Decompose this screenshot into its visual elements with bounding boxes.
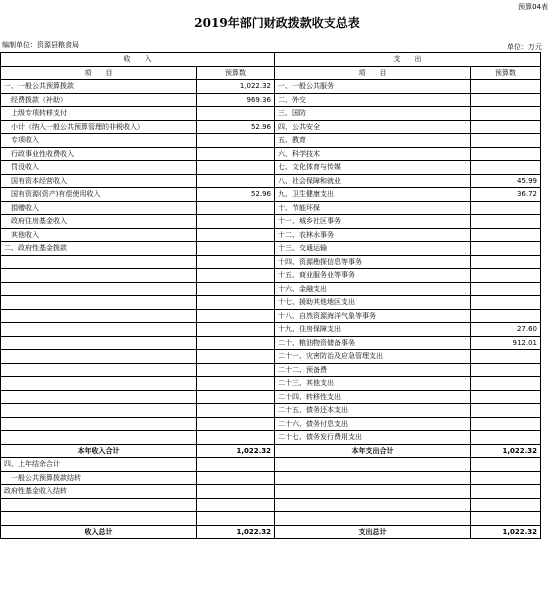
expense-item-cell: 十三、交通运输 bbox=[275, 242, 471, 256]
expense-item-cell bbox=[275, 512, 471, 526]
income-item-cell: 政府性基金收入结转 bbox=[1, 485, 197, 499]
table-row bbox=[1, 377, 541, 391]
expense-item-cell: 十五、商业服务业等事务 bbox=[275, 269, 471, 283]
income-value-cell bbox=[197, 363, 275, 377]
income-item-cell: 一、一般公共预算拨款 bbox=[1, 80, 197, 94]
table-row bbox=[1, 336, 541, 350]
table-row bbox=[1, 525, 541, 539]
table-row bbox=[1, 282, 541, 296]
income-value-cell bbox=[197, 350, 275, 364]
table-row bbox=[1, 498, 541, 512]
expense-item-cell bbox=[275, 485, 471, 499]
table-row bbox=[1, 404, 541, 418]
income-item-cell: 罚没收入 bbox=[1, 161, 197, 175]
expense-value-cell bbox=[471, 512, 541, 526]
table-row bbox=[1, 269, 541, 283]
expense-value-cell bbox=[471, 161, 541, 175]
expense-budget-header: 预算数 bbox=[471, 66, 541, 80]
income-item-cell bbox=[1, 282, 197, 296]
income-value-cell bbox=[197, 498, 275, 512]
table-row bbox=[1, 228, 541, 242]
income-value-cell bbox=[197, 471, 275, 485]
table-row bbox=[1, 93, 541, 107]
income-item-cell bbox=[1, 296, 197, 310]
income-value-cell: 52.96 bbox=[197, 120, 275, 134]
expense-value-cell bbox=[471, 485, 541, 499]
table-row bbox=[1, 80, 541, 94]
expense-item-cell: 二十七、债务发行费用支出 bbox=[275, 431, 471, 445]
income-value-cell bbox=[197, 134, 275, 148]
expense-value-cell bbox=[471, 431, 541, 445]
expense-item-cell: 三、国防 bbox=[275, 107, 471, 121]
expense-value-cell bbox=[471, 201, 541, 215]
expense-value-cell: 912.01 bbox=[471, 336, 541, 350]
expense-value-cell bbox=[471, 107, 541, 121]
expense-header: 支 出 bbox=[275, 53, 541, 67]
income-item-cell: 政府住房基金收入 bbox=[1, 215, 197, 229]
expense-item-cell: 十八、自然资源海洋气象等事务 bbox=[275, 309, 471, 323]
income-value-cell: 1,022.32 bbox=[197, 525, 275, 539]
income-value-cell bbox=[197, 296, 275, 310]
expense-item-cell: 八、社会保障和就业 bbox=[275, 174, 471, 188]
expense-value-cell bbox=[471, 471, 541, 485]
expense-item-cell: 一、一般公共服务 bbox=[275, 80, 471, 94]
budget-table bbox=[0, 52, 541, 539]
expense-item-cell: 十六、金融支出 bbox=[275, 282, 471, 296]
expense-item-cell bbox=[275, 458, 471, 472]
expense-value-cell bbox=[471, 120, 541, 134]
income-item-cell bbox=[1, 269, 197, 283]
currency-label: 单位：万元 bbox=[507, 43, 542, 51]
income-value-cell: 969.36 bbox=[197, 93, 275, 107]
income-item-cell bbox=[1, 336, 197, 350]
expense-item-cell: 十九、住房保障支出 bbox=[275, 323, 471, 337]
expense-item-cell: 二十六、债务付息支出 bbox=[275, 417, 471, 431]
table-row bbox=[1, 458, 541, 472]
income-item-cell bbox=[1, 323, 197, 337]
expense-item-cell: 本年支出合计 bbox=[275, 444, 471, 458]
expense-value-cell bbox=[471, 147, 541, 161]
income-value-cell bbox=[197, 485, 275, 499]
income-item-cell bbox=[1, 431, 197, 445]
table-row bbox=[1, 363, 541, 377]
income-item-cell: 小计（纳入一般公共预算管理的非税收入） bbox=[1, 120, 197, 134]
table-row bbox=[1, 309, 541, 323]
expense-item-cell: 二、外交 bbox=[275, 93, 471, 107]
expense-item-cell: 五、教育 bbox=[275, 134, 471, 148]
expense-item-cell: 二十一、灾害防治及应急管理支出 bbox=[275, 350, 471, 364]
expense-item-cell: 十、节能环保 bbox=[275, 201, 471, 215]
expense-item-cell: 二十三、其他支出 bbox=[275, 377, 471, 391]
expense-value-cell bbox=[471, 350, 541, 364]
expense-value-cell bbox=[471, 93, 541, 107]
expense-item-cell: 十四、资源勘探信息等事务 bbox=[275, 255, 471, 269]
table-row bbox=[1, 188, 541, 202]
expense-item-cell: 支出总计 bbox=[275, 525, 471, 539]
table-row bbox=[1, 350, 541, 364]
table-row bbox=[1, 471, 541, 485]
income-value-cell bbox=[197, 390, 275, 404]
expense-item-header: 项 目 bbox=[275, 66, 471, 80]
income-value-cell: 1,022.32 bbox=[197, 80, 275, 94]
expense-value-cell bbox=[471, 309, 541, 323]
income-item-cell: 其他收入 bbox=[1, 228, 197, 242]
income-item-cell bbox=[1, 309, 197, 323]
income-value-cell bbox=[197, 269, 275, 283]
expense-value-cell bbox=[471, 215, 541, 229]
expense-value-cell bbox=[471, 255, 541, 269]
income-value-cell bbox=[197, 282, 275, 296]
expense-value-cell bbox=[471, 458, 541, 472]
income-value-cell bbox=[197, 228, 275, 242]
table-row bbox=[1, 296, 541, 310]
table-row bbox=[1, 215, 541, 229]
income-item-cell bbox=[1, 377, 197, 391]
expense-item-cell: 二十二、预备费 bbox=[275, 363, 471, 377]
income-value-cell bbox=[197, 201, 275, 215]
income-header: 收 入 bbox=[1, 53, 275, 67]
expense-value-cell: 1,022.32 bbox=[471, 444, 541, 458]
table-row bbox=[1, 134, 541, 148]
income-value-cell bbox=[197, 512, 275, 526]
income-value-cell bbox=[197, 309, 275, 323]
table-row bbox=[1, 174, 541, 188]
expense-item-cell bbox=[275, 471, 471, 485]
expense-item-cell: 九、卫生健康支出 bbox=[275, 188, 471, 202]
expense-item-cell: 二十四、转移性支出 bbox=[275, 390, 471, 404]
expense-value-cell bbox=[471, 390, 541, 404]
table-row bbox=[1, 417, 541, 431]
expense-value-cell bbox=[471, 377, 541, 391]
income-value-cell bbox=[197, 242, 275, 256]
table-row bbox=[1, 323, 541, 337]
income-item-cell bbox=[1, 498, 197, 512]
income-item-cell: 本年收入合计 bbox=[1, 444, 197, 458]
income-value-cell bbox=[197, 215, 275, 229]
table-row bbox=[1, 390, 541, 404]
income-item-cell: 专项收入 bbox=[1, 134, 197, 148]
table-row bbox=[1, 201, 541, 215]
table-row bbox=[1, 485, 541, 499]
income-item-cell: 四、上年结余合计 bbox=[1, 458, 197, 472]
income-item-cell bbox=[1, 417, 197, 431]
table-row bbox=[1, 431, 541, 445]
expense-item-cell bbox=[275, 498, 471, 512]
income-item-cell: 捐赠收入 bbox=[1, 201, 197, 215]
income-item-cell: 经费拨款（补助） bbox=[1, 93, 197, 107]
expense-value-cell bbox=[471, 282, 541, 296]
income-value-cell bbox=[197, 377, 275, 391]
income-value-cell bbox=[197, 174, 275, 188]
expense-value-cell bbox=[471, 404, 541, 418]
expense-value-cell bbox=[471, 134, 541, 148]
income-value-cell bbox=[197, 161, 275, 175]
income-item-cell bbox=[1, 255, 197, 269]
income-item-cell: 上级专项转移支付 bbox=[1, 107, 197, 121]
expense-value-cell bbox=[471, 498, 541, 512]
expense-value-cell bbox=[471, 228, 541, 242]
expense-item-cell: 四、公共安全 bbox=[275, 120, 471, 134]
expense-item-cell: 六、科学技术 bbox=[275, 147, 471, 161]
income-value-cell bbox=[197, 404, 275, 418]
income-item-cell: 行政事业性收费收入 bbox=[1, 147, 197, 161]
expense-value-cell bbox=[471, 363, 541, 377]
expense-value-cell: 45.99 bbox=[471, 174, 541, 188]
income-value-cell bbox=[197, 458, 275, 472]
income-item-cell: 国有资本经营收入 bbox=[1, 174, 197, 188]
expense-item-cell: 十一、城乡社区事务 bbox=[275, 215, 471, 229]
table-row bbox=[1, 147, 541, 161]
income-value-cell bbox=[197, 147, 275, 161]
expense-value-cell bbox=[471, 417, 541, 431]
income-value-cell bbox=[197, 107, 275, 121]
income-item-cell: 收入总计 bbox=[1, 525, 197, 539]
expense-item-cell: 十二、农林水事务 bbox=[275, 228, 471, 242]
income-item-cell: 一般公共预算拨款结转 bbox=[1, 471, 197, 485]
income-item-cell bbox=[1, 512, 197, 526]
income-item-cell: 二、政府性基金拨款 bbox=[1, 242, 197, 256]
expense-value-cell bbox=[471, 296, 541, 310]
table-row bbox=[1, 512, 541, 526]
table-row bbox=[1, 107, 541, 121]
income-value-cell: 1,022.32 bbox=[197, 444, 275, 458]
income-item-cell bbox=[1, 390, 197, 404]
income-value-cell bbox=[197, 336, 275, 350]
table-row bbox=[1, 120, 541, 134]
income-item-cell bbox=[1, 404, 197, 418]
expense-item-cell: 二十、粮油物资储备事务 bbox=[275, 336, 471, 350]
expense-value-cell: 27.60 bbox=[471, 323, 541, 337]
page-title: 2019年部门财政拨款收支总表 bbox=[194, 16, 360, 30]
unit-label: 编制单位：资源县粮食局 bbox=[2, 41, 79, 49]
table-row bbox=[1, 161, 541, 175]
expense-item-cell: 十七、援助其他地区支出 bbox=[275, 296, 471, 310]
table-row bbox=[1, 242, 541, 256]
income-value-cell: 52.96 bbox=[197, 188, 275, 202]
income-value-cell bbox=[197, 323, 275, 337]
expense-value-cell bbox=[471, 269, 541, 283]
income-item-header: 项 目 bbox=[1, 66, 197, 80]
column-header-row bbox=[1, 66, 541, 80]
expense-item-cell: 二十五、债务还本支出 bbox=[275, 404, 471, 418]
expense-item-cell: 七、文化体育与传媒 bbox=[275, 161, 471, 175]
income-item-cell bbox=[1, 363, 197, 377]
income-item-cell: 国有资源(资产)有偿使用收入 bbox=[1, 188, 197, 202]
income-budget-header: 预算数 bbox=[197, 66, 275, 80]
income-value-cell bbox=[197, 431, 275, 445]
expense-value-cell bbox=[471, 80, 541, 94]
expense-value-cell bbox=[471, 242, 541, 256]
section-header-row bbox=[1, 53, 541, 67]
expense-value-cell: 1,022.32 bbox=[471, 525, 541, 539]
expense-value-cell: 36.72 bbox=[471, 188, 541, 202]
income-value-cell bbox=[197, 255, 275, 269]
income-item-cell bbox=[1, 350, 197, 364]
table-row bbox=[1, 255, 541, 269]
doc-code: 预算04表 bbox=[518, 3, 548, 11]
income-value-cell bbox=[197, 417, 275, 431]
table-row bbox=[1, 444, 541, 458]
